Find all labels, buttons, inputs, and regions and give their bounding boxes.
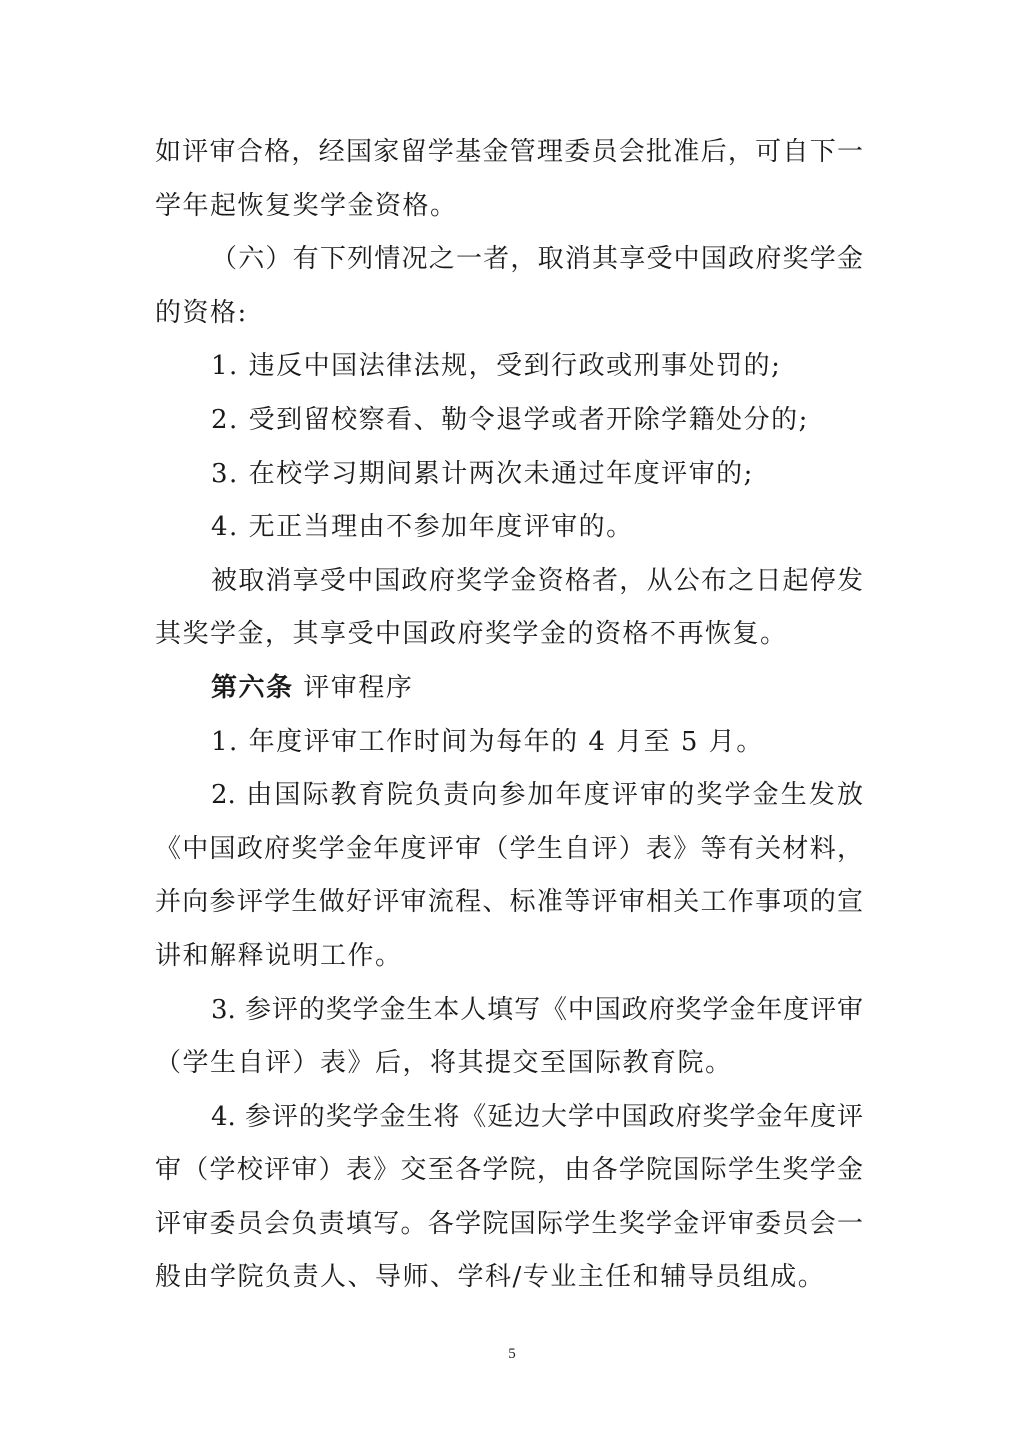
body-text [155, 126, 863, 1305]
text-line: 其奖学金，其享受中国政府奖学金的资格不再恢复。 [155, 619, 788, 650]
text-line: 《中国政府奖学金年度评审（学生自评）表》等有关材料， [155, 833, 863, 864]
text-line: 讲和解释说明工作。 [155, 940, 403, 971]
text-line: 审（学校评审）表》交至各学院，由各学院国际学生奖学金 [155, 1155, 863, 1186]
text-line: （六）有下列情况之一者，取消其享受中国政府奖学金 [211, 244, 863, 275]
article-number: 第六条 [211, 672, 294, 703]
list-item: 2. 受到留校察看、勒令退学或者开除学籍处分的; [211, 404, 809, 435]
list-item: 1. 违反中国法律法规，受到行政或刑事处罚的; [211, 351, 782, 382]
list-item: 3. 在校学习期间累计两次未通过年度评审的; [211, 458, 754, 489]
list-item: 4. 参评的奖学金生将《延边大学中国政府奖学金年度评 [211, 1101, 863, 1132]
list-item: 4. 无正当理由不参加年度评审的。 [211, 512, 634, 543]
page-number: 5 [508, 1346, 516, 1362]
text-line: 评审委员会负责填写。各学院国际学生奖学金评审委员会一 [155, 1208, 863, 1239]
list-item: 1. 年度评审工作时间为每年的 4 月至 5 月。 [211, 726, 764, 757]
text-line: 学年起恢复奖学金资格。 [155, 190, 458, 221]
text-line: 被取消享受中国政府奖学金资格者，从公布之日起停发 [211, 565, 863, 596]
list-item: 3. 参评的奖学金生本人填写《中国政府奖学金年度评审 [211, 994, 863, 1025]
section-heading [155, 662, 863, 716]
text-line: （学生自评）表》后，将其提交至国际教育院。 [155, 1048, 733, 1079]
article-title: 评审程序 [303, 672, 414, 703]
text-line: 般由学院负责人、导师、学科/专业主任和辅导员组成。 [155, 1262, 826, 1293]
list-item: 2. 由国际教育院负责向参加年度评审的奖学金生发放 [211, 780, 863, 811]
text-line: 并向参评学生做好评审流程、标准等评审相关工作事项的宣 [155, 887, 863, 918]
text-line: 如评审合格，经国家留学基金管理委员会批准后，可自下一 [155, 137, 863, 167]
text-line: 的资格: [155, 297, 248, 328]
